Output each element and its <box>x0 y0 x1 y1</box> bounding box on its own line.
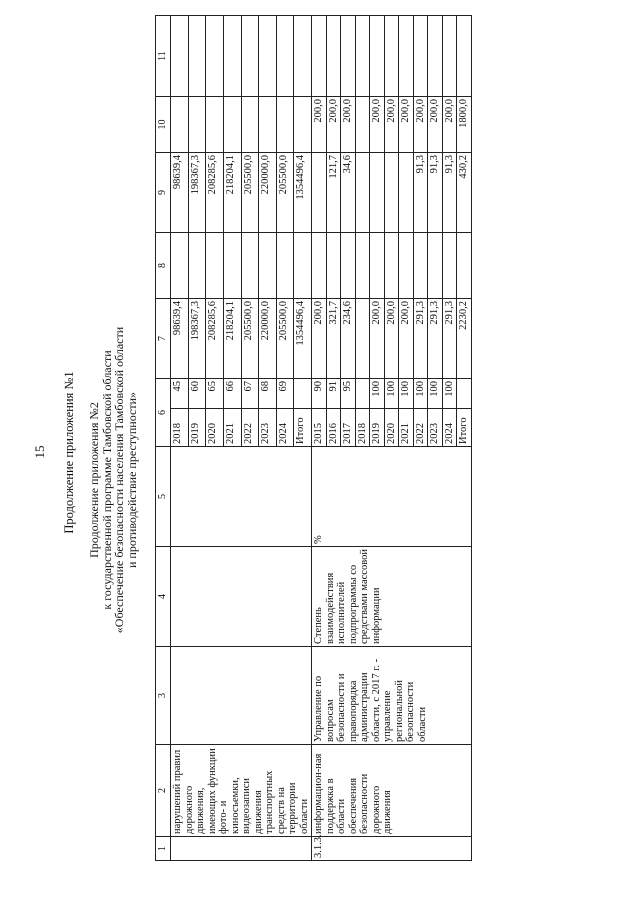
cell-indicator-value: 100 <box>399 379 414 409</box>
cell-indicator-value: 68 <box>259 379 277 409</box>
cell-federal <box>399 233 414 299</box>
cell-year: 2019 <box>370 409 385 447</box>
cell-total: 220000,0 <box>259 299 277 379</box>
col-num: 1 <box>156 837 171 861</box>
cell-indicator-value: 100 <box>442 379 457 409</box>
cell-other <box>399 16 414 97</box>
cell-regional: 1354496,4 <box>294 153 312 233</box>
col-num: 11 <box>156 16 171 97</box>
cell-total: 198367,3 <box>188 299 206 379</box>
cell-total: 321,7 <box>326 299 341 379</box>
cell-regional <box>370 153 385 233</box>
cell-federal <box>326 233 341 299</box>
cell-local: 200,0 <box>413 97 428 153</box>
cell-event-name: нарушений правил дорожного движения, имеющих функции фото- и киносъемки, видеозаписи движения транспортных средств на территории области <box>171 745 312 837</box>
cell-total: 200,0 <box>312 299 327 379</box>
cell-regional: 430,2 <box>457 153 472 233</box>
cell-local: 200,0 <box>399 97 414 153</box>
cell-other <box>457 16 472 97</box>
cell-local: 1800,0 <box>457 97 472 153</box>
cell-total: 205500,0 <box>241 299 259 379</box>
cell-other <box>442 16 457 97</box>
cell-indicator-value: 66 <box>223 379 241 409</box>
col-num: 5 <box>156 447 171 547</box>
page-number: 15 <box>32 445 47 459</box>
cell-num <box>171 837 312 861</box>
cell-regional: 34,6 <box>341 153 356 233</box>
cell-federal <box>312 233 327 299</box>
cell-other <box>241 16 259 97</box>
cell-federal <box>457 233 472 299</box>
cell-federal <box>413 233 428 299</box>
cell-other <box>171 16 189 97</box>
cell-indicator-value: 60 <box>188 379 206 409</box>
cell-other <box>428 16 443 97</box>
cell-indicator <box>171 547 312 647</box>
cell-total: 2230,2 <box>457 299 472 379</box>
cell-num: 3.1.3. <box>312 837 472 861</box>
cell-regional: 205500,0 <box>241 153 259 233</box>
cell-federal <box>276 233 294 299</box>
cell-local: 200,0 <box>370 97 385 153</box>
cell-federal <box>294 233 312 299</box>
cell-total: 200,0 <box>384 299 399 379</box>
col-num: 7 <box>156 299 171 379</box>
cell-indicator-value <box>457 379 472 409</box>
cell-local: 200,0 <box>428 97 443 153</box>
cell-regional: 198367,3 <box>188 153 206 233</box>
subheading-line: Продолжение приложения №2 <box>87 402 101 558</box>
cell-executor <box>171 647 312 745</box>
cell-total: 208285,6 <box>206 299 224 379</box>
cell-total: 218204,1 <box>223 299 241 379</box>
cell-other <box>188 16 206 97</box>
cell-year: 2022 <box>241 409 259 447</box>
cell-total: 98639,4 <box>171 299 189 379</box>
cell-year: 2015 <box>312 409 327 447</box>
cell-indicator-value: 65 <box>206 379 224 409</box>
col-num: 4 <box>156 547 171 647</box>
cell-federal <box>188 233 206 299</box>
table-row <box>171 16 189 861</box>
cell-year: 2018 <box>355 409 370 447</box>
cell-local: 200,0 <box>442 97 457 153</box>
cell-total: 200,0 <box>370 299 385 379</box>
cell-local <box>355 97 370 153</box>
cell-year: 2023 <box>259 409 277 447</box>
cell-regional: 208285,6 <box>206 153 224 233</box>
subheading-line: и противодействие преступности» <box>124 391 139 569</box>
cell-year: 2018 <box>171 409 189 447</box>
cell-federal <box>442 233 457 299</box>
cell-federal <box>428 233 443 299</box>
cell-regional: 91,3 <box>413 153 428 233</box>
cell-other <box>312 16 327 97</box>
column-number-row <box>156 16 171 861</box>
col-num: 6 <box>156 379 171 447</box>
cell-federal <box>206 233 224 299</box>
cell-year: 2022 <box>413 409 428 447</box>
cell-local <box>188 97 206 153</box>
cell-local <box>276 97 294 153</box>
cell-year: Итого <box>294 409 312 447</box>
cell-total <box>355 299 370 379</box>
cell-local <box>223 97 241 153</box>
cell-local <box>259 97 277 153</box>
cell-indicator-value: 100 <box>384 379 399 409</box>
cell-executor: Управление по вопросам безопасности и правопорядка администрации области, с 2017 г. - управление региональной безопасности области <box>312 647 472 745</box>
cell-total: 1354496,4 <box>294 299 312 379</box>
cell-indicator-value: 100 <box>428 379 443 409</box>
cell-indicator: Степень взаимодействия исполнителей подпрограммы со средствами массовой информации <box>312 547 472 647</box>
cell-year: Итого <box>457 409 472 447</box>
cell-local: 200,0 <box>326 97 341 153</box>
cell-year: 2016 <box>326 409 341 447</box>
cell-federal <box>259 233 277 299</box>
cell-year: 2024 <box>276 409 294 447</box>
cell-regional <box>384 153 399 233</box>
cell-indicator-value: 100 <box>370 379 385 409</box>
cell-year: 2021 <box>399 409 414 447</box>
cell-total: 291,3 <box>442 299 457 379</box>
cell-other <box>276 16 294 97</box>
continuation-title: Продолжение приложения №1 <box>62 371 76 534</box>
cell-regional: 220000,0 <box>259 153 277 233</box>
cell-year: 2023 <box>428 409 443 447</box>
cell-regional <box>399 153 414 233</box>
cell-indicator-value: 90 <box>312 379 327 409</box>
subheading-line: к государственной программе Тамбовской области <box>99 350 114 610</box>
cell-regional: 91,3 <box>442 153 457 233</box>
cell-other <box>370 16 385 97</box>
cell-local: 200,0 <box>312 97 327 153</box>
cell-regional: 218204,1 <box>223 153 241 233</box>
cell-indicator-value <box>355 379 370 409</box>
cell-total: 234,6 <box>341 299 356 379</box>
cell-indicator-value <box>294 379 312 409</box>
cell-indicator-value: 95 <box>341 379 356 409</box>
cell-total: 291,3 <box>413 299 428 379</box>
cell-local: 200,0 <box>384 97 399 153</box>
cell-year: 2017 <box>341 409 356 447</box>
cell-other <box>355 16 370 97</box>
cell-indicator-value: 45 <box>171 379 189 409</box>
cell-regional: 121,7 <box>326 153 341 233</box>
cell-indicator-value: 67 <box>241 379 259 409</box>
cell-unit <box>171 447 312 547</box>
cell-indicator-value: 91 <box>326 379 341 409</box>
cell-regional: 98639,4 <box>171 153 189 233</box>
subheading <box>88 300 138 660</box>
cell-local <box>171 97 189 153</box>
cell-other <box>259 16 277 97</box>
cell-federal <box>171 233 189 299</box>
cell-event-name: информацион-ная поддержка в области обеспечения безопасности дорожного движения <box>312 745 472 837</box>
col-num: 3 <box>156 647 171 745</box>
cell-local <box>294 97 312 153</box>
cell-year: 2020 <box>206 409 224 447</box>
cell-unit: % <box>312 447 472 547</box>
col-num: 2 <box>156 745 171 837</box>
cell-indicator-value: 100 <box>413 379 428 409</box>
cell-federal <box>370 233 385 299</box>
cell-regional: 205500,0 <box>276 153 294 233</box>
col-num: 8 <box>156 233 171 299</box>
cell-regional <box>312 153 327 233</box>
cell-federal <box>355 233 370 299</box>
cell-local <box>206 97 224 153</box>
cell-year: 2024 <box>442 409 457 447</box>
cell-indicator-value: 69 <box>276 379 294 409</box>
cell-year: 2020 <box>384 409 399 447</box>
cell-regional <box>355 153 370 233</box>
cell-other <box>206 16 224 97</box>
cell-total: 205500,0 <box>276 299 294 379</box>
cell-total: 291,3 <box>428 299 443 379</box>
cell-local: 200,0 <box>341 97 356 153</box>
cell-other <box>341 16 356 97</box>
table-row <box>312 16 327 861</box>
cell-federal <box>223 233 241 299</box>
cell-federal <box>341 233 356 299</box>
cell-other <box>413 16 428 97</box>
cell-regional: 91,3 <box>428 153 443 233</box>
col-num: 10 <box>156 97 171 153</box>
cell-other <box>384 16 399 97</box>
col-num: 9 <box>156 153 171 233</box>
cell-year: 2021 <box>223 409 241 447</box>
cell-federal <box>384 233 399 299</box>
cell-federal <box>241 233 259 299</box>
subheading-line: «Обеспечение безопасности населения Тамбовской области <box>112 326 126 634</box>
cell-local <box>241 97 259 153</box>
cell-total: 200,0 <box>399 299 414 379</box>
cell-other <box>326 16 341 97</box>
program-table <box>155 15 472 861</box>
cell-other <box>294 16 312 97</box>
cell-other <box>223 16 241 97</box>
cell-year: 2019 <box>188 409 206 447</box>
